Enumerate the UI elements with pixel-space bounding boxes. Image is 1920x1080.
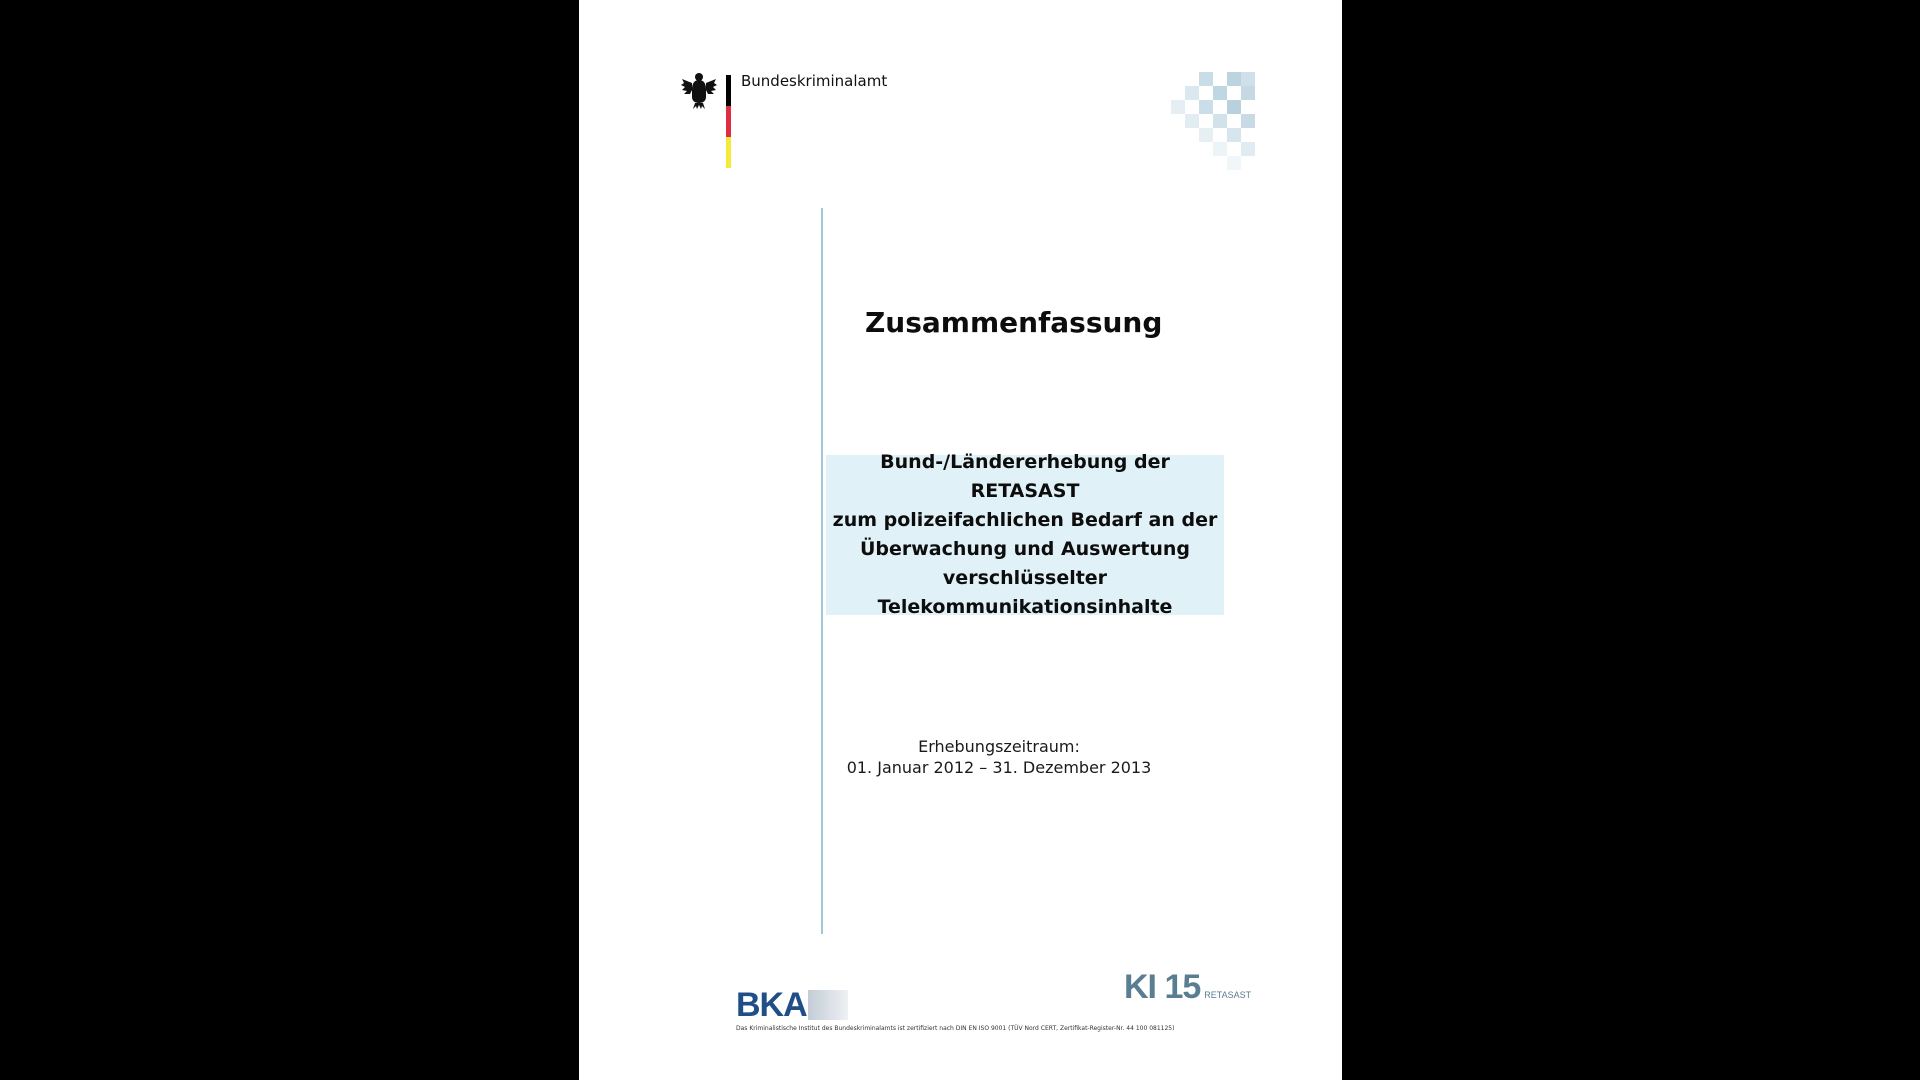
ki-badge	[1124, 968, 1251, 1007]
bka-logo	[736, 988, 848, 1022]
certification-note: Das Kriminalistische Institut des Bundeskriminalamts ist zertifiziert nach DIN EN ISO 9001 (TÜV Nord CERT, Zertifikat-Register-Nr. 44 100 081125)	[736, 1025, 1175, 1032]
document-page	[579, 0, 1342, 1080]
bka-logo-bar	[808, 990, 848, 1020]
ki-badge-code: KI 15	[1124, 968, 1201, 1006]
checker-pattern-decoration	[1139, 72, 1259, 192]
title-line: zum polizeifachlichen Bedarf an der	[832, 509, 1218, 531]
vertical-rule	[821, 208, 823, 934]
document-title	[826, 448, 1224, 622]
flag-stripe-red	[726, 106, 731, 137]
bka-logo-text: BKA	[736, 986, 807, 1024]
ki-badge-label: RETASAST	[1204, 990, 1252, 1000]
agency-name: Bundeskriminalamt	[741, 72, 888, 90]
document-heading: Zusammenfassung	[865, 306, 1163, 339]
title-line: Überwachung und Auswertung	[859, 538, 1191, 560]
title-box	[826, 451, 1224, 618]
survey-period	[819, 736, 1179, 778]
survey-period-label: Erhebungszeitraum:	[918, 737, 1080, 756]
flag-stripe-gold	[726, 137, 731, 168]
flag-stripe	[726, 75, 731, 169]
federal-eagle-icon	[680, 70, 718, 110]
flag-stripe-black	[726, 75, 731, 106]
survey-period-range: 01. Januar 2012 – 31. Dezember 2013	[846, 758, 1152, 777]
title-line: Bund-/Ländererhebung der RETASAST	[880, 451, 1170, 502]
title-line: Telekommunikationsinhalte	[877, 596, 1173, 618]
title-line: verschlüsselter	[942, 567, 1108, 589]
